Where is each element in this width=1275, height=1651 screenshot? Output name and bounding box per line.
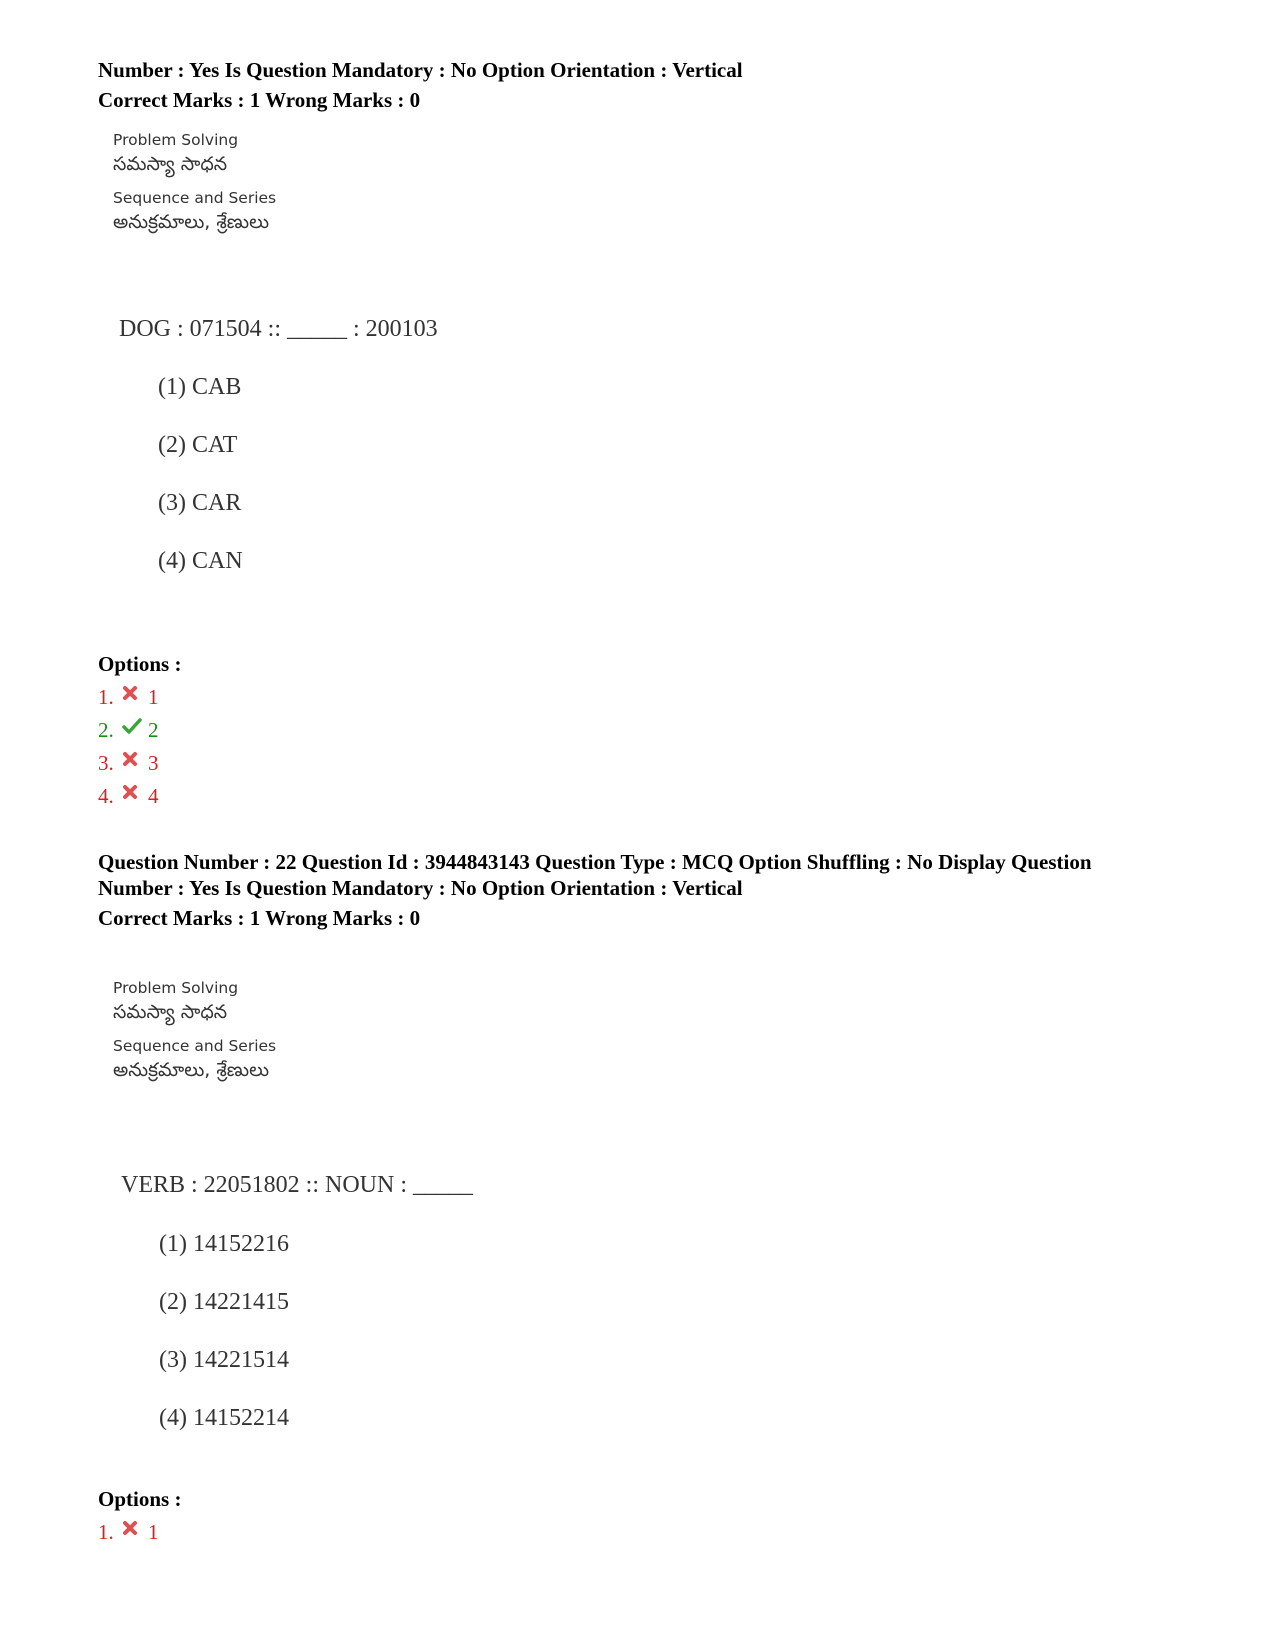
q22-tag-subject-en: Problem Solving xyxy=(113,979,239,997)
q21-question-stem: DOG : 071504 :: _____ : 200103 xyxy=(119,316,438,342)
q22-tag-topic-te: అనుక్రమాలు, శ్రేణులు xyxy=(113,1059,270,1081)
q21-choice-1: (1) CAB xyxy=(158,374,242,400)
q21-option-2 xyxy=(98,718,159,743)
option-number: 4. xyxy=(98,784,114,808)
cross-icon xyxy=(122,1520,148,1536)
option-value: 4 xyxy=(148,784,159,808)
q22-tag-subject-te: సమస్యా సాధన xyxy=(113,1001,228,1023)
cross-icon xyxy=(122,784,148,800)
q21-tags xyxy=(113,130,276,246)
option-number: 2. xyxy=(98,718,114,742)
q22-choice-3: (3) 14221514 xyxy=(159,1347,289,1373)
q21-tag-subject-en: Problem Solving xyxy=(113,131,239,149)
q22-meta-line2: Number : Yes Is Question Mandatory : No Option Orientation : Vertical xyxy=(98,876,743,900)
q22-choice-1: (1) 14152216 xyxy=(159,1231,289,1257)
cross-icon xyxy=(122,751,148,767)
q21-choice-4: (4) CAN xyxy=(158,548,243,574)
option-value: 1 xyxy=(148,1520,159,1544)
q22-meta-line3: Correct Marks : 1 Wrong Marks : 0 xyxy=(98,906,421,930)
q21-meta-line1: Number : Yes Is Question Mandatory : No Option Orientation : Vertical xyxy=(98,58,743,82)
q21-option-4 xyxy=(98,784,159,809)
check-icon xyxy=(122,717,148,735)
q22-meta-line1: Question Number : 22 Question Id : 3944843143 Question Type : MCQ Option Shuffling : No Display Question xyxy=(98,850,1092,874)
q22-choice-2: (2) 14221415 xyxy=(159,1289,289,1315)
q21-meta-line2: Correct Marks : 1 Wrong Marks : 0 xyxy=(98,88,421,112)
q21-option-1 xyxy=(98,685,159,710)
option-number: 1. xyxy=(98,1520,114,1544)
q21-choice-3: (3) CAR xyxy=(158,490,242,516)
q21-option-3 xyxy=(98,751,159,776)
q22-tags xyxy=(113,978,276,1094)
q22-choice-4: (4) 14152214 xyxy=(159,1405,289,1431)
q21-choice-2: (2) CAT xyxy=(158,432,238,458)
q22-question-stem: VERB : 22051802 :: NOUN : _____ xyxy=(121,1172,474,1198)
q21-tag-topic-te: అనుక్రమాలు, శ్రేణులు xyxy=(113,211,270,233)
option-value: 1 xyxy=(148,685,159,709)
option-value: 3 xyxy=(148,751,159,775)
option-value: 2 xyxy=(148,718,159,742)
q22-option-1 xyxy=(98,1520,159,1545)
q21-tag-subject-te: సమస్యా సాధన xyxy=(113,153,228,175)
q22-options-label: Options : xyxy=(98,1487,182,1511)
option-number: 1. xyxy=(98,685,114,709)
cross-icon xyxy=(122,685,148,701)
q21-tag-topic-en: Sequence and Series xyxy=(113,189,277,207)
q22-tag-topic-en: Sequence and Series xyxy=(113,1037,277,1055)
option-number: 3. xyxy=(98,751,114,775)
q21-options-label: Options : xyxy=(98,652,182,676)
